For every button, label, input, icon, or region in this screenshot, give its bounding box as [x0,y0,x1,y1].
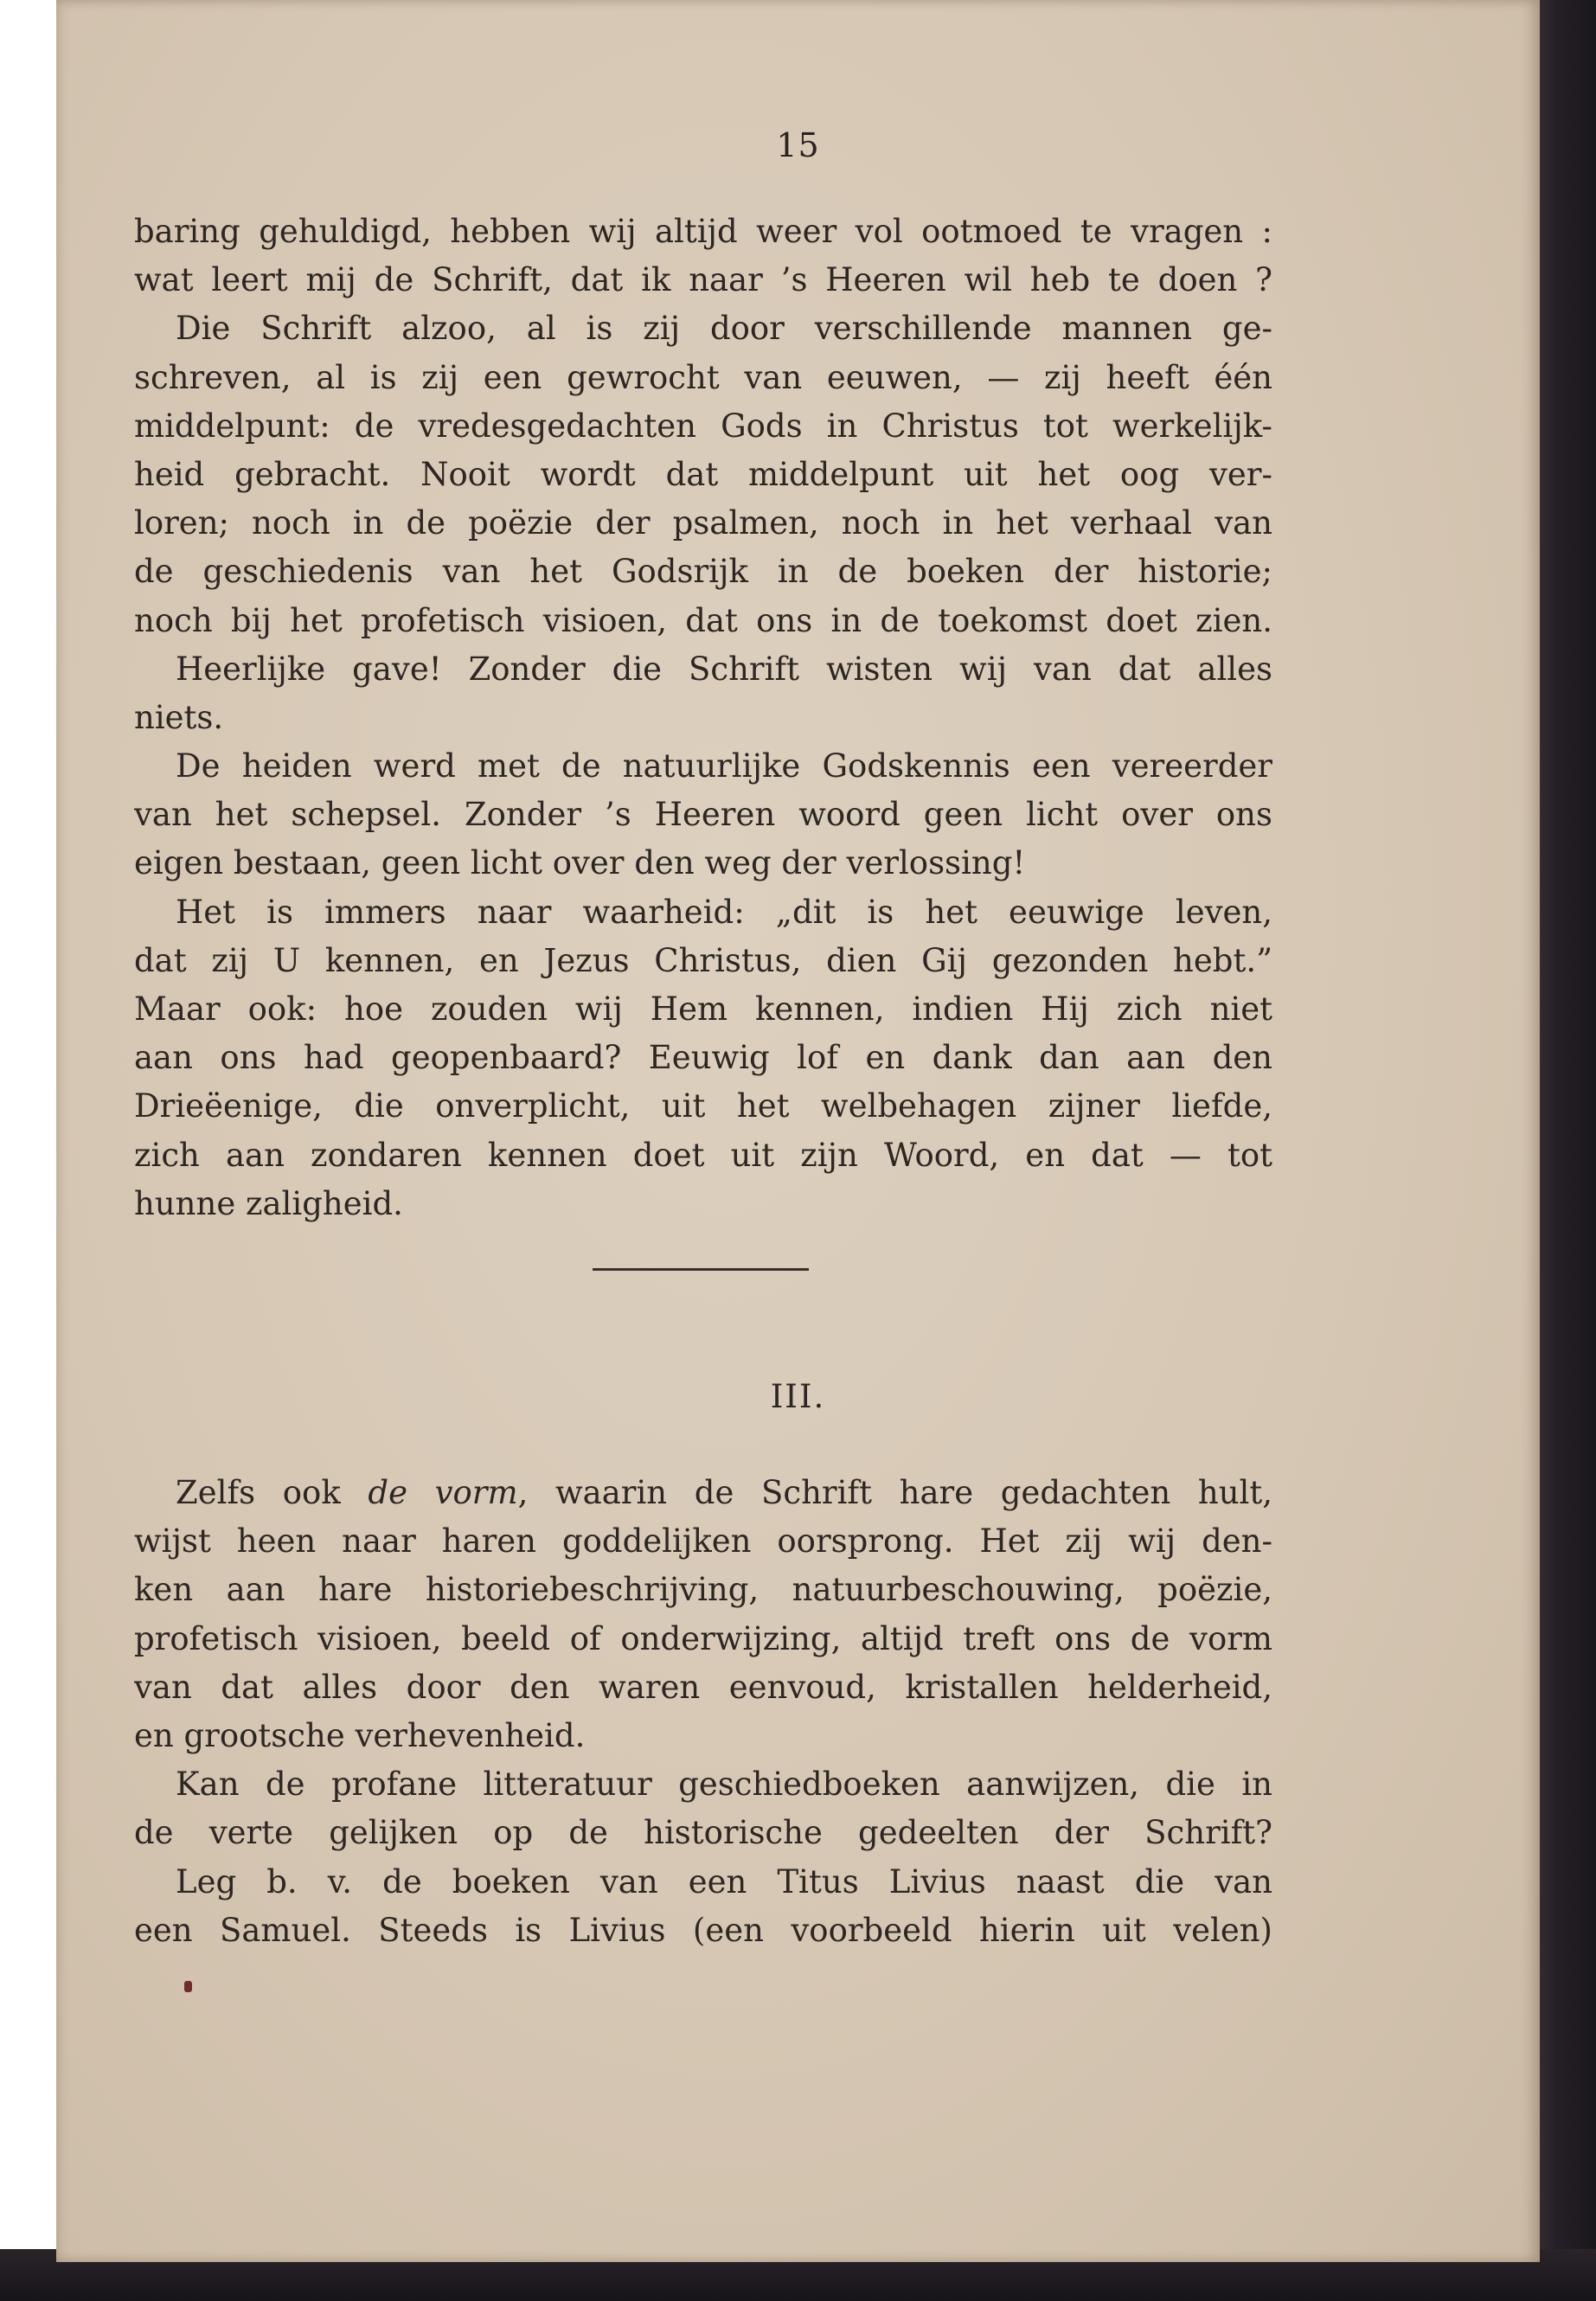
text-line: noch bij het profetisch visioen, dat ons in de toekomst doet zien. [134,601,1272,639]
text-line: baring gehuldigd, hebben wij altijd weer vol ootmoed te vragen : [134,213,1272,250]
text-line: de verte gelijken op de historische gedeelten der Schrift? [134,1814,1272,1852]
text-line: eigen bestaan, geen licht over den weg der verlossing! [134,844,1026,882]
text-line: niets. [134,698,224,736]
text-line: ken aan hare historiebeschrijving, natuurbeschouwing, poëzie, [134,1571,1272,1609]
text-line: de geschiedenis van het Godsrijk in de boeken der historie; [134,553,1272,591]
text-line: dat zij U kennen, en Jezus Christus, dien Gij gezonden hebt.” [134,941,1272,979]
text-line: Het is immers naar waarheid: „dit is het eeuwige leven, [176,893,1272,931]
paper-page [56,0,1540,2262]
text-line: van het schepsel. Zonder ’s Heeren woord geen licht over ons [134,796,1272,834]
text-line: profetisch visioen, beeld of onderwijzing, altijd treft ons de vorm [134,1619,1272,1657]
text-line: wat leert mij de Schrift, dat ik naar ’s Heeren wil heb te doen ? [134,261,1272,299]
text-line: een Samuel. Steeds is Livius (een voorbeeld hierin uit velen) [134,1911,1272,1949]
section-divider-rule [593,1268,809,1271]
text-fragment: , waarin de Schrift hare gedachten hult, [517,1474,1272,1511]
text-line: hunne zaligheid. [134,1184,403,1222]
text-line: Drieëenige, die onverplicht, uit het welbehagen zijner liefde, [134,1087,1272,1125]
text-line: zich aan zondaren kennen doet uit zijn Woord, en dat — tot [134,1136,1272,1174]
text-line: wijst heen naar haren goddelijken oorsprong. Het zij wij den- [134,1522,1272,1561]
text-line: van dat alles door den waren eenvoud, kristallen helderheid, [134,1668,1272,1706]
text-line-first [134,1469,1272,1517]
text-line: Heerlijke gave! Zonder die Schrift wisten wij van dat alles [176,650,1272,688]
text-line: Leg b. v. de boeken van een Titus Livius naast die van [176,1862,1272,1900]
text-line: Kan de profane litteratuur geschiedboeken aanwijzen, die in [176,1766,1272,1804]
text-line: schreven, al is zij een gewrocht van eeuwen, — zij heeft één [134,358,1272,396]
ink-speck [184,1981,192,1992]
text-line: heid gebracht. Nooit wordt dat middelpunt uit het oog ver- [134,455,1272,493]
paragraph-block-1 [134,208,1272,1228]
text-line: en grootsche verhevenheid. [134,1716,586,1754]
section-heading: III. [770,1378,826,1415]
text-line: Maar ook: hoe zouden wij Hem kennen, indien Hij zich niet [134,990,1272,1028]
text-line: middelpunt: de vredesgedachten Gods in Christus tot werkelijk- [134,407,1272,445]
emphasized-text: de vorm [368,1474,518,1511]
text-line: loren; noch in de poëzie der psalmen, noch in het verhaal van [134,504,1272,542]
text-line: Die Schrift alzoo, al is zij door verschillende mannen ge- [176,310,1272,348]
paragraph-block-2 [134,1469,1272,1955]
page-number: 15 [776,126,820,164]
scanner-dark-edge [1531,0,1596,2301]
text-line: De heiden werd met de natuurlijke Godskennis een vereerder [176,747,1272,785]
text-fragment: Zelfs ook [176,1474,369,1511]
text-line: aan ons had geopenbaard? Eeuwig lof en dank dan aan den [134,1039,1272,1077]
